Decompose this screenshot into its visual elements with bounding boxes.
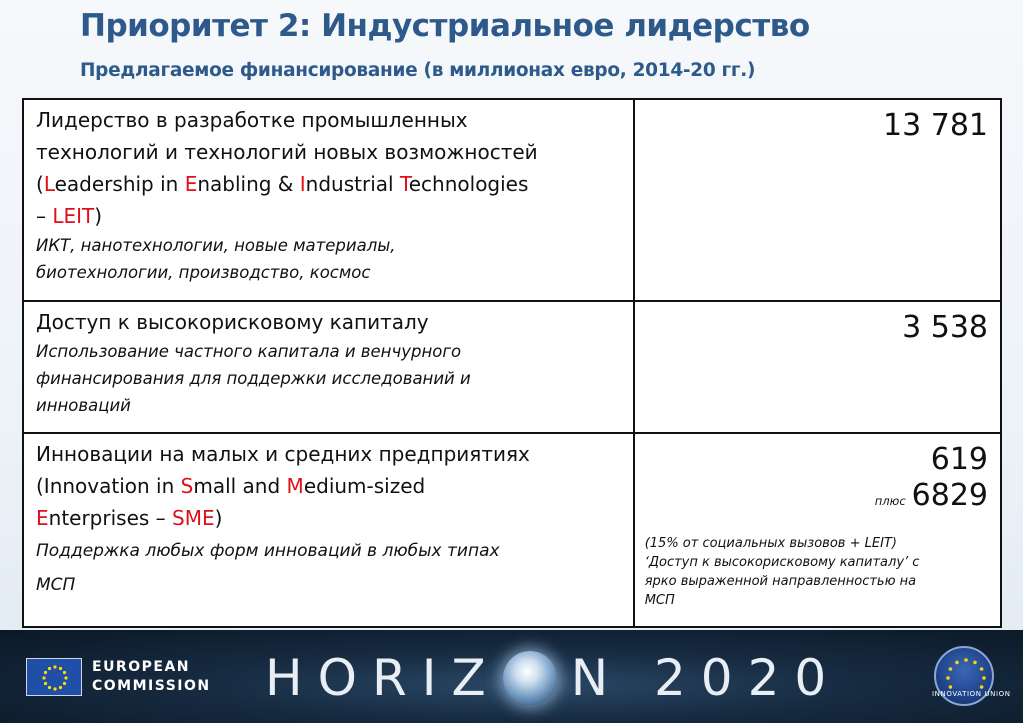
row-title [36, 104, 621, 232]
en-text: ( [36, 172, 44, 196]
en-text: mall and [193, 474, 287, 498]
horizon-text-left: HORIZ [265, 649, 501, 707]
row-title-line: Лидерство в разработке промышленных [36, 108, 468, 132]
en-highlight-letter: E [184, 172, 198, 196]
row-note [643, 534, 988, 610]
plus-word: плюс [874, 494, 906, 508]
row-title-line: Инновации на малых и средних предприятиях [36, 442, 530, 466]
italic-line: ИКТ, нанотехнологии, новые материалы, [36, 236, 396, 255]
italic-line: Использование частного капитала и венчурного [36, 342, 462, 361]
row-title [36, 438, 621, 534]
en-text: ) [214, 506, 223, 530]
table-row [23, 99, 1001, 301]
en-abbreviation: SME [172, 506, 215, 530]
row-value-cell [634, 301, 1001, 433]
horizon-2020-logo [265, 646, 865, 710]
row-title: Доступ к высокорисковому капиталу [36, 310, 429, 334]
en-text: ndustrial [305, 172, 400, 196]
table-row [23, 433, 1001, 627]
en-highlight-letter: I [299, 172, 306, 196]
note-line: ярко выраженной направленностью на [644, 574, 917, 589]
en-text: ) [94, 204, 103, 228]
en-highlight-letter: T [399, 172, 409, 196]
page-subtitle: Предлагаемое финансирование (в миллионах евро, 2014-20 гг.) [80, 60, 756, 81]
italic-line: финансирования для поддержки исследований и [36, 369, 471, 388]
en-text: echnologies [408, 172, 529, 196]
italic-line: МСП [36, 575, 76, 595]
row-value: 13 781 [883, 108, 988, 143]
page-title: Приоритет 2: Индустриальное лидерство [80, 8, 810, 44]
row-italic-description [36, 338, 621, 419]
row-description [23, 99, 634, 301]
row-value-cell [634, 99, 1001, 301]
note-line: МСП [644, 593, 675, 608]
en-highlight-letter: E [36, 506, 49, 530]
row-description [23, 301, 634, 433]
en-highlight-letter: L [43, 172, 55, 196]
table-row [23, 301, 1001, 433]
italic-line: биотехнологии, производство, космос [36, 263, 371, 282]
commission-line: COMMISSION [92, 678, 211, 694]
en-highlight-letter: M [286, 474, 304, 498]
funding-table [22, 98, 1002, 628]
row-value-cell [634, 433, 1001, 627]
en-text: (Innovation in [36, 474, 181, 498]
eu-flag-logo [26, 658, 82, 696]
en-text: edium-sized [303, 474, 426, 498]
row-description [23, 433, 634, 627]
row-value: 3 538 [902, 310, 988, 345]
row-title-line: технологий и технологий новых возможностей [36, 140, 538, 164]
en-abbreviation: LEIT [52, 204, 95, 228]
en-text: eadership in [54, 172, 185, 196]
row-value: 619 [930, 442, 988, 477]
en-text: – [36, 204, 53, 228]
row-italic-description [36, 232, 621, 286]
en-text: nterprises – [48, 506, 173, 530]
row-italic-description [36, 534, 621, 602]
innovation-union-label: INNOVATION UNION [932, 690, 1011, 698]
plus-value: 6829 [911, 478, 988, 513]
en-highlight-letter: S [180, 474, 194, 498]
horizon-text-right: N 2020 [570, 649, 842, 707]
commission-line: EUROPEAN [92, 659, 190, 675]
note-line: ‘Доступ к высокорисковому капиталу’ с [644, 555, 920, 570]
italic-line: инноваций [36, 396, 131, 415]
note-line: (15% от социальных вызовов + LEIT) [644, 536, 897, 551]
globe-icon [503, 651, 557, 705]
plus-line [643, 476, 988, 516]
en-text: nabling & [197, 172, 300, 196]
european-commission-label [92, 658, 211, 696]
italic-line: Поддержка любых форм инноваций в любых типах [36, 541, 500, 561]
